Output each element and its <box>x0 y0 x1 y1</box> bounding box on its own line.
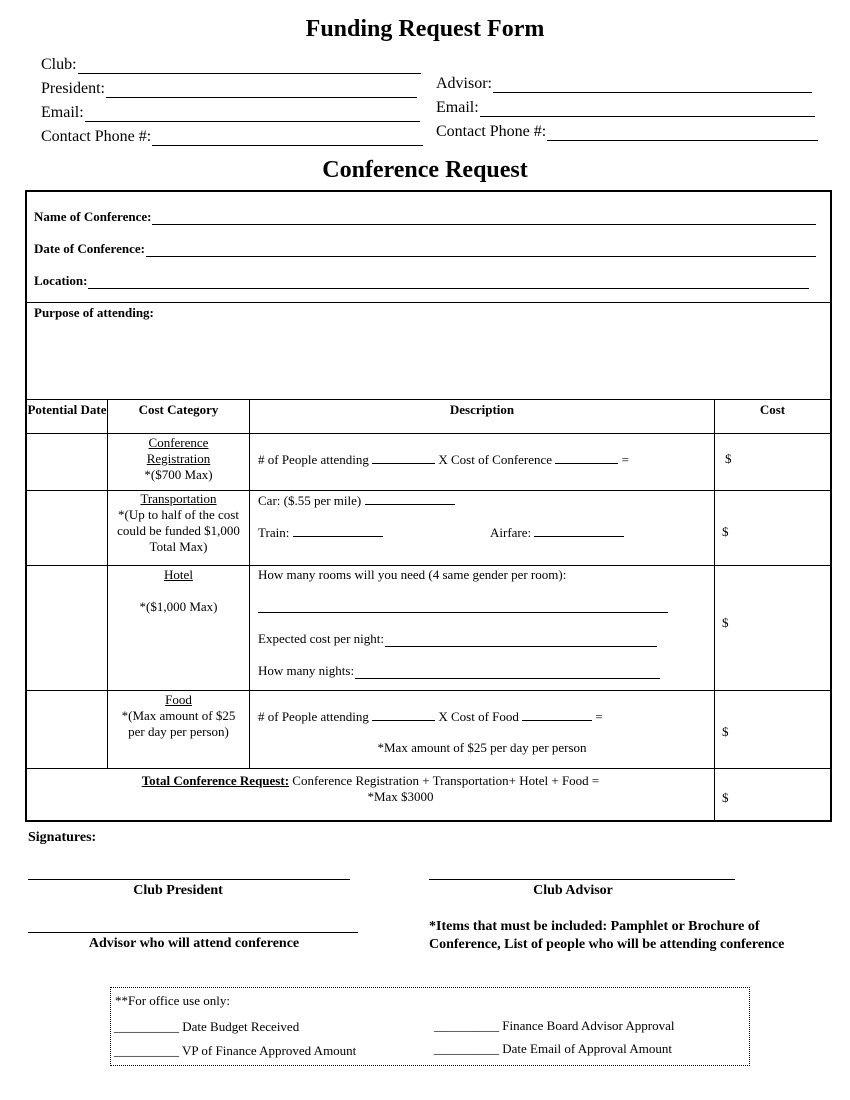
airfare-label: Airfare: <box>490 525 532 540</box>
contact-phone-field[interactable] <box>41 128 423 146</box>
location-line[interactable] <box>88 278 809 289</box>
column-divider <box>107 399 108 768</box>
divider <box>25 399 832 400</box>
train-label: Train: <box>258 525 290 540</box>
advisor-contact-label: Contact Phone #: <box>436 123 547 140</box>
email-field[interactable] <box>41 104 420 122</box>
registration-description <box>258 451 629 468</box>
food-category <box>110 692 247 740</box>
club-label: Club: <box>41 56 77 73</box>
president-signature-line[interactable] <box>28 879 350 880</box>
nights-label: How many nights: <box>258 663 355 678</box>
equals-sign: = <box>621 452 629 467</box>
food-cost[interactable]: $ <box>722 724 729 739</box>
nights-line <box>258 663 660 679</box>
board-approval-row <box>434 1018 674 1034</box>
date-budget-blank[interactable]: __________ <box>114 1019 179 1034</box>
food-title: Food <box>165 692 192 707</box>
items-note: *Items that must be included: Pamphlet or Brochure of Conference, List of people who will be attending conference <box>429 919 785 952</box>
advisor-signature-line[interactable] <box>429 879 735 880</box>
advisor-label: Advisor: <box>436 75 492 92</box>
form-title: Funding Request Form <box>305 16 545 42</box>
advisor-email-line[interactable] <box>480 102 815 117</box>
president-label: President: <box>41 80 105 97</box>
club-field[interactable] <box>41 56 421 74</box>
divider <box>25 565 832 566</box>
airfare-line <box>490 524 624 541</box>
conference-cost-blank[interactable] <box>555 451 618 464</box>
contact-phone-line[interactable] <box>152 131 423 146</box>
section-title: Conference Request <box>322 157 528 183</box>
column-divider <box>249 399 250 768</box>
cost-per-night-blank[interactable] <box>385 636 657 647</box>
cost-per-night-label: Expected cost per night: <box>258 631 384 646</box>
airfare-blank[interactable] <box>534 524 624 537</box>
nights-blank[interactable] <box>355 668 660 679</box>
total-cost[interactable]: $ <box>722 790 729 805</box>
transportation-category <box>110 491 247 555</box>
transportation-cost[interactable]: $ <box>722 524 729 539</box>
food-people-label: # of People attending <box>258 709 369 724</box>
registration-category <box>110 435 247 483</box>
conference-date-field[interactable] <box>34 241 816 257</box>
registration-note: *($700 Max) <box>144 467 213 482</box>
people-label: # of People attending <box>258 452 369 467</box>
train-line <box>258 524 383 541</box>
divider <box>25 302 832 303</box>
food-max-note: *Max amount of $25 per day per person <box>377 740 587 755</box>
advisor-contact-line[interactable] <box>547 126 818 141</box>
x-cost-label: X Cost of Conference <box>438 452 553 467</box>
purpose-area[interactable] <box>30 325 826 397</box>
conference-name-field[interactable] <box>34 209 816 225</box>
food-cost-blank[interactable] <box>522 708 592 721</box>
header-cost: Cost <box>759 402 786 417</box>
advisor-email-label: Email: <box>436 99 479 116</box>
hotel-date-cell[interactable] <box>27 567 107 690</box>
conference-date-label: Date of Conference: <box>34 241 145 256</box>
total-max: *Max $3000 <box>367 789 434 804</box>
train-blank[interactable] <box>293 524 383 537</box>
hotel-cost[interactable]: $ <box>722 615 729 630</box>
registration-date-cell[interactable] <box>27 435 107 490</box>
advisor-line[interactable] <box>493 78 812 93</box>
location-field[interactable] <box>34 273 809 289</box>
email-date-row <box>434 1041 672 1057</box>
hotel-note: *($1,000 Max) <box>139 599 218 614</box>
registration-title: Conference Registration <box>146 435 211 466</box>
conference-name-label: Name of Conference: <box>34 209 152 224</box>
header-cost-category: Cost Category <box>138 402 219 417</box>
advisor-signature-label: Club Advisor <box>533 883 613 898</box>
divider <box>25 768 832 769</box>
transportation-title: Transportation <box>140 491 217 506</box>
registration-cost[interactable]: $ <box>725 451 732 466</box>
car-blank[interactable] <box>365 492 455 505</box>
signatures-heading: Signatures: <box>28 830 97 845</box>
purpose-label: Purpose of attending: <box>34 305 154 320</box>
email-line[interactable] <box>85 107 420 122</box>
food-x-cost-label: X Cost of Food <box>438 709 519 724</box>
total-request <box>27 773 714 805</box>
board-approval-label: Finance Board Advisor Approval <box>502 1018 675 1033</box>
rooms-blank[interactable] <box>258 612 668 613</box>
cost-per-night-line <box>258 631 657 647</box>
food-equals-sign: = <box>595 709 603 724</box>
president-line[interactable] <box>106 83 417 98</box>
transportation-note: *(Up to half of the cost could be funded $1,000 Total Max) <box>117 507 240 554</box>
divider <box>25 690 832 691</box>
advisor-field[interactable] <box>436 75 812 93</box>
date-budget-label: Date Budget Received <box>182 1019 300 1034</box>
hotel-title: Hotel <box>164 567 193 582</box>
vp-amount-blank[interactable]: __________ <box>114 1043 179 1058</box>
date-budget-row <box>114 1019 299 1035</box>
divider <box>25 433 832 434</box>
column-divider <box>714 399 715 822</box>
conference-name-line[interactable] <box>152 214 816 225</box>
car-line <box>258 492 455 509</box>
header-description: Description <box>449 402 515 417</box>
vp-amount-row <box>114 1043 356 1059</box>
email-date-blank[interactable]: __________ <box>434 1041 499 1056</box>
people-blank[interactable] <box>372 451 435 464</box>
food-people-blank[interactable] <box>372 708 435 721</box>
conference-date-line[interactable] <box>146 246 816 257</box>
header-potential-date: Potential Date <box>27 402 107 417</box>
vp-amount-label: VP of Finance Approved Amount <box>182 1043 357 1058</box>
car-label: Car: ($.55 per mile) <box>258 493 362 508</box>
office-heading: **For office use only: <box>115 993 230 1008</box>
advisor-email-field[interactable] <box>436 99 815 117</box>
president-field[interactable] <box>41 80 417 98</box>
rooms-label: How many rooms will you need (4 same gender per room): <box>258 567 567 582</box>
food-description <box>258 708 603 725</box>
location-label: Location: <box>34 273 88 288</box>
email-label: Email: <box>41 104 84 121</box>
attending-advisor-signature-line[interactable] <box>28 932 358 933</box>
contact-phone-label: Contact Phone #: <box>41 128 152 145</box>
president-signature-label: Club President <box>133 883 223 898</box>
total-formula: Conference Registration + Transportation+ Hotel + Food = <box>292 773 600 788</box>
food-note: *(Max amount of $25 per day per person) <box>121 708 236 739</box>
hotel-category <box>110 567 247 615</box>
club-line[interactable] <box>78 59 421 74</box>
food-date-cell[interactable] <box>27 692 107 768</box>
email-date-label: Date Email of Approval Amount <box>502 1041 672 1056</box>
total-label: Total Conference Request: <box>141 773 290 788</box>
transportation-date-cell[interactable] <box>27 492 107 565</box>
board-approval-blank[interactable]: __________ <box>434 1018 499 1033</box>
advisor-contact-field[interactable] <box>436 123 818 141</box>
attending-advisor-label: Advisor who will attend conference <box>88 936 300 951</box>
